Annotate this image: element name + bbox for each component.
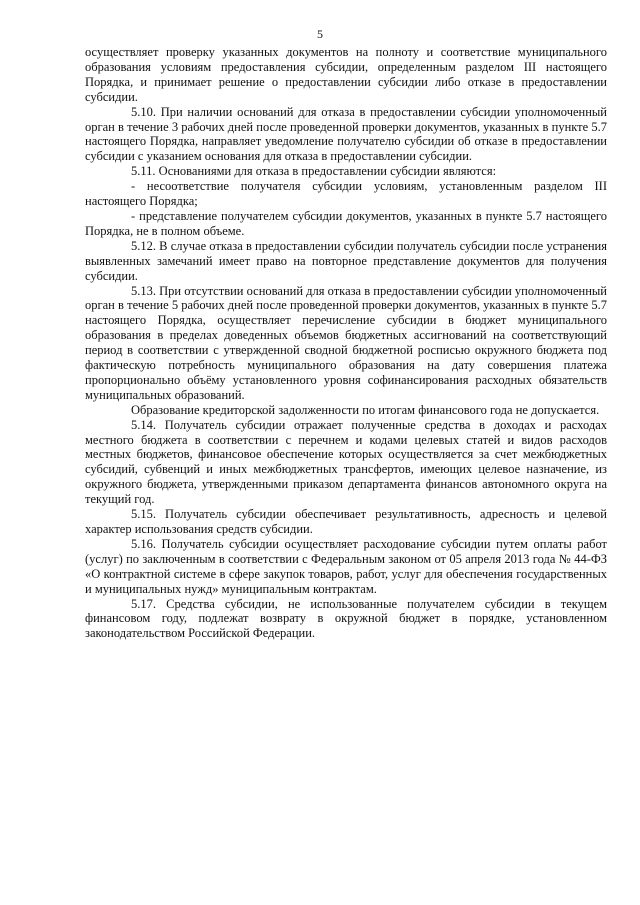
clause-5-15: 5.15. Получатель субсидии обеспечивает результативность, адресность и целевой характер использования средств субсидии. xyxy=(85,507,607,536)
clause-5-10: 5.10. При наличии оснований для отказа в предоставлении субсидии уполномоченный орган в течение 3 рабочих дней после проведенной проверки документов, указанных в пункте 5.7 настоящего Порядка, направляет уведомление получателю субсидии об отказе в предоставлении субсидии с указанием основания для отказа в предоставлении субсидии. xyxy=(85,104,607,164)
clause-5-11-item-2: - представление получателем субсидии документов, указанных в пункте 5.7 настоящего Порядка, не в полном объеме. xyxy=(85,208,607,238)
paragraph-continuation: осуществляет проверку указанных документов на полноту и соответствие муниципального образования условиям предоставления субсидии, определенным разделом III настоящего Порядка, и принимает решение о предоставлении субсидии либо отказе в предоставлении субсидии. xyxy=(85,45,607,104)
clause-5-11: 5.11. Основаниями для отказа в предоставлении субсидии являются: xyxy=(131,164,497,179)
clause-5-13-note: Образование кредиторской задолженности по итогам финансового года не допускается. xyxy=(131,402,600,417)
clause-5-16: 5.16. Получатель субсидии осуществляет расходование субсидии путем оплаты работ (услуг) по заключенным в соответствии с Федеральным законом от 05 апреля 2013 года № 44-ФЗ «О контрактной системе в сфере закупок товаров, работ, услуг для обеспечения государственных и муниципальных нужд» муниципальным контрактам. xyxy=(85,536,607,596)
clause-5-17: 5.17. Средства субсидии, не использованные получателем субсидии в текущем финансовом году, подлежат возврату в окружной бюджет в порядке, установленном законодательством Российской Федерации. xyxy=(85,596,607,641)
page-number: 5 xyxy=(317,27,323,41)
clause-5-13: 5.13. При отсутствии оснований для отказа в предоставлении субсидии уполномоченный орган в течение 5 рабочих дней после проведенной проверки документов, указанных в пункте 5.7 настоящего Порядка, осуществляет перечисление субсидии в бюджет муниципального образования в пределах доведенных объемов бюджетных ассигнований на соответствующий период в соответствии с утвержденной сводной бюджетной росписью окружного бюджета под фактическую потребность муниципального образования на дату совершения платежа пропорционально объёму установленного уровня софинансирования расходных обязательств муниципальных образований. xyxy=(85,283,607,402)
clause-5-14: 5.14. Получатель субсидии отражает полученные средства в доходах и расходах местного бюджета в соответствии с перечнем и кодами целевых статей и видов расходов местных бюджетов, финансовое обеспечение которых осуществляется за счет межбюджетных субсидий, субвенций и иных межбюджетных трансфертов, имеющих целевое назначение, из окружного бюджета, утвержденными приказом департамента финансов автономного округа на текущий год. xyxy=(85,417,607,507)
clause-5-11-item-1: - несоответствие получателя субсидии условиям, установленным разделом III настоящего Порядка; xyxy=(85,179,607,209)
clause-5-12: 5.12. В случае отказа в предоставлении субсидии получатель субсидии после устранения выявленных замечаний имеет право на повторное представление документов для получения субсидии. xyxy=(85,238,607,283)
document-body xyxy=(85,45,607,641)
